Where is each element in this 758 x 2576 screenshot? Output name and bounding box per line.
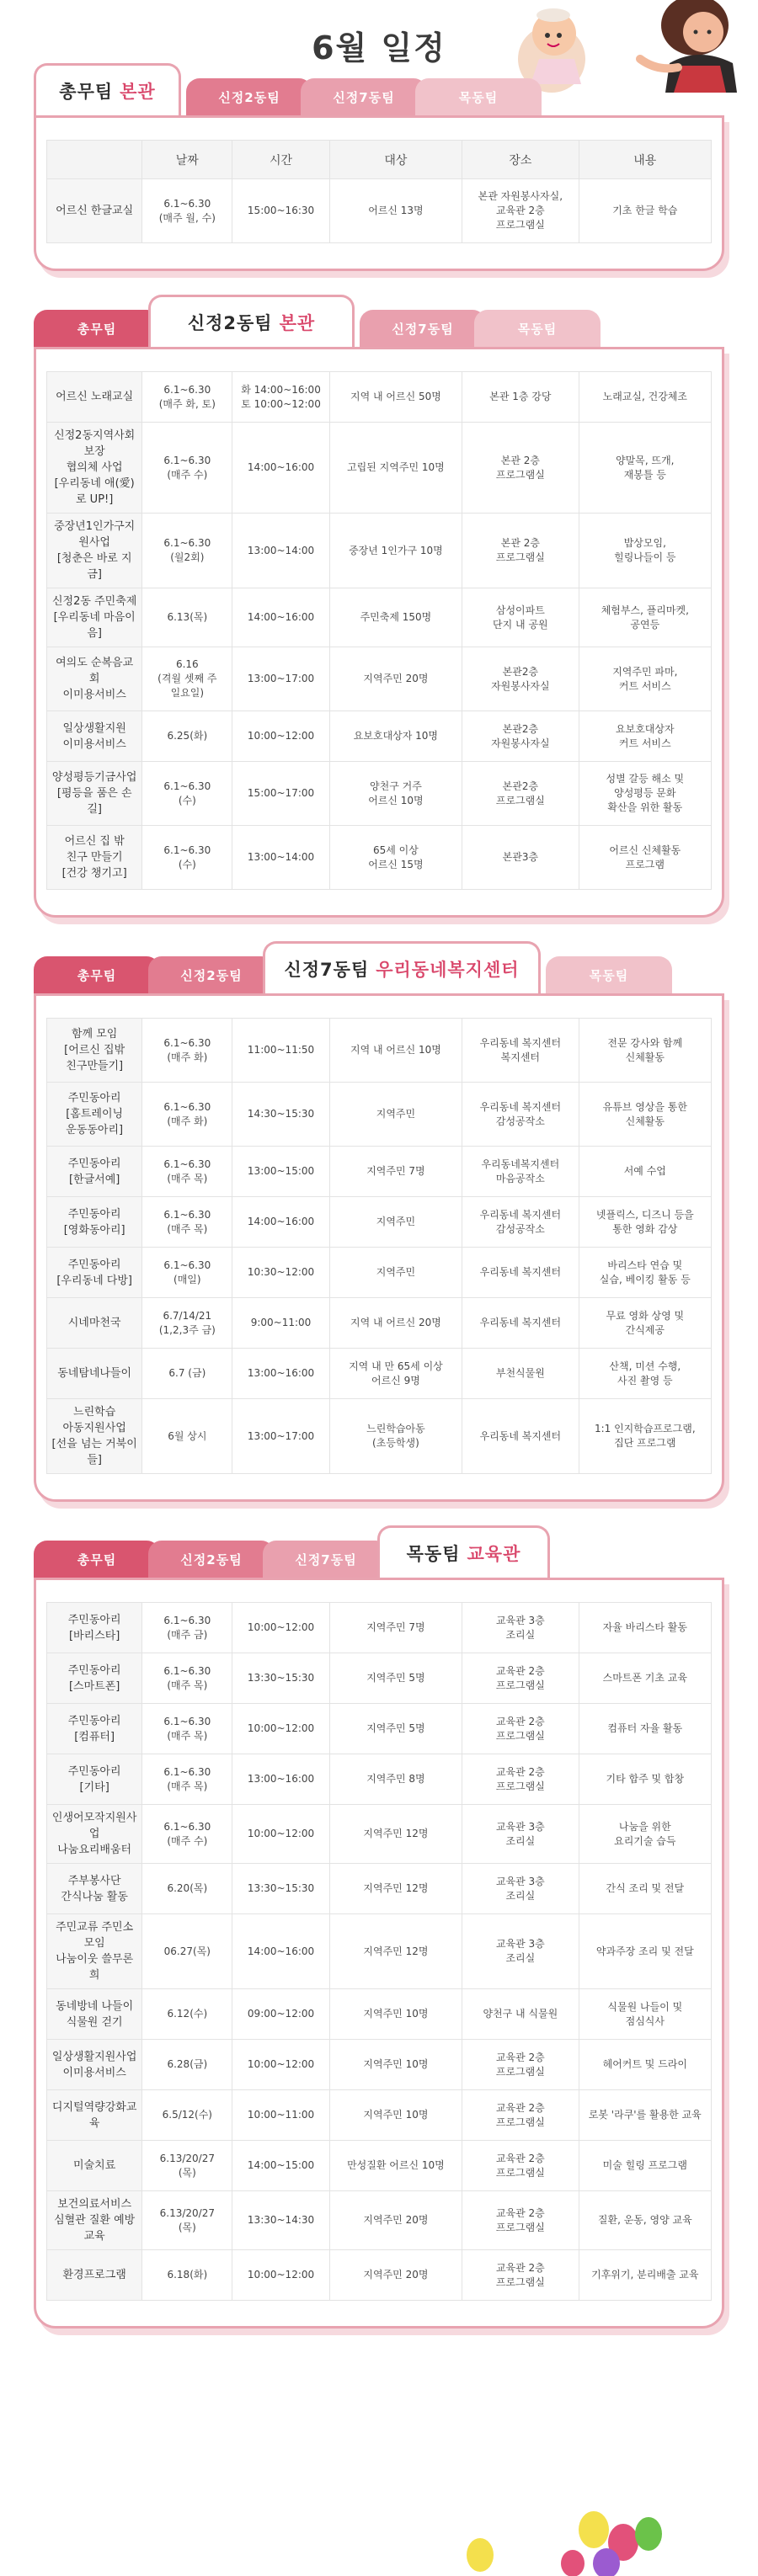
place-cell: 양천구 내 식물원 [462, 1989, 579, 2040]
time-cell: 14:00~15:00 [232, 2141, 329, 2191]
tab-label: 총무팀 [77, 967, 117, 983]
target-cell: 지역주민 20명 [329, 647, 462, 711]
content-cell: 바리스타 연습 및 실습, 베이킹 활동 등 [579, 1248, 711, 1298]
table-row [47, 1147, 712, 1197]
place-cell: 교육관 3층 조리실 [462, 1805, 579, 1864]
content-cell: 헤어커트 및 드라이 [579, 2040, 711, 2090]
tab-목동팀[interactable] [474, 310, 601, 347]
time-cell: 14:00~16:00 [232, 1197, 329, 1248]
team-tabs [34, 295, 724, 347]
place-cell: 부천식물원 [462, 1349, 579, 1399]
place-cell: 본관3층 [462, 826, 579, 890]
team-tabs [34, 63, 724, 115]
content-cell: 무료 영화 상영 및 간식제공 [579, 1298, 711, 1349]
tab-총무팀[interactable] [34, 956, 160, 993]
date-cell: 6.16 (격월 셋째 주 일요일) [142, 647, 232, 711]
target-cell: 중장년 1인가구 10명 [329, 514, 462, 588]
target-cell: 지역 내 만 65세 이상 어르신 9명 [329, 1349, 462, 1399]
time-cell: 15:00~17:00 [232, 762, 329, 826]
tab-신정7동팀[interactable] [301, 78, 427, 115]
date-cell: 6.1~6.30 (매주 목) [142, 1704, 232, 1754]
tab-label: 총무팀 [77, 321, 117, 337]
column-header: 시간 [232, 141, 329, 179]
schedule-table [46, 1602, 712, 2301]
target-cell: 지역주민 12명 [329, 1805, 462, 1864]
time-cell: 13:00~15:00 [232, 1147, 329, 1197]
page-title: 6월 일정 [312, 29, 446, 67]
content-cell: 어르신 신체활동 프로그램 [579, 826, 711, 890]
table-row [47, 514, 712, 588]
tab-label: 목동팀 [517, 321, 558, 337]
place-cell: 우리동네 복지센터 복지센터 [462, 1019, 579, 1083]
time-cell: 10:00~12:00 [232, 1704, 329, 1754]
place-cell: 본관2층 자원봉사자실 [462, 647, 579, 711]
tab-label: 신정7동팀 [295, 1551, 357, 1567]
program-name: 주민동아리 [영화동아리] [47, 1197, 142, 1248]
schedule-table [46, 1018, 712, 1474]
table-row [47, 423, 712, 514]
schedule-section [0, 295, 758, 918]
time-cell: 10:00~12:00 [232, 1603, 329, 1653]
tab-label: 신정7동팀 [284, 959, 370, 980]
target-cell: 지역주민 5명 [329, 1653, 462, 1704]
table-row [47, 2090, 712, 2141]
content-cell: 질환, 운동, 영양 교육 [579, 2191, 711, 2250]
tab-총무팀[interactable] [34, 310, 160, 347]
content-cell: 체험부스, 플리마켓, 공연등 [579, 588, 711, 647]
time-cell: 9:00~11:00 [232, 1298, 329, 1349]
content-cell: 나눔을 위한 요리기술 습득 [579, 1805, 711, 1864]
target-cell: 지역주민 5명 [329, 1704, 462, 1754]
content-cell: 로봇 '라쿠'를 활용한 교육 [579, 2090, 711, 2141]
column-header: 장소 [462, 141, 579, 179]
date-cell: 6.7/14/21 (1,2,3주 금) [142, 1298, 232, 1349]
content-cell: 기후위기, 분리배출 교육 [579, 2250, 711, 2301]
program-name: 일상생활지원 이미용서비스 [47, 711, 142, 762]
target-cell: 요보호대상자 10명 [329, 711, 462, 762]
date-cell: 6.1~6.30 (매주 수) [142, 423, 232, 514]
program-name: 주민교류 주민소모임 나눔이웃 쓸무론희 [47, 1914, 142, 1989]
date-cell: 6.1~6.30 (매일) [142, 1248, 232, 1298]
program-name: 일상생활지원사업 이미용서비스 [47, 2040, 142, 2090]
content-cell: 기타 합주 및 합창 [579, 1754, 711, 1805]
schedule-panel [34, 1578, 724, 2329]
place-cell: 삼성이파트 단지 내 공원 [462, 588, 579, 647]
schedule-table [46, 371, 712, 890]
program-name: 주민동아리 [홈트레이닝 운동동아리] [47, 1083, 142, 1147]
tab-신정7동팀[interactable] [263, 941, 541, 993]
date-cell: 6.1~6.30 (매주 화) [142, 1019, 232, 1083]
target-cell: 지역주민 7명 [329, 1147, 462, 1197]
tab-label: 총무팀 [59, 81, 114, 102]
target-cell: 지역주민 [329, 1248, 462, 1298]
program-name: 환경프로그램 [47, 2250, 142, 2301]
date-cell: 6.1~6.30 (매주 금) [142, 1603, 232, 1653]
program-name: 어르신 한글교실 [47, 179, 142, 243]
table-row [47, 1653, 712, 1704]
content-cell: 기초 한글 학습 [579, 179, 711, 243]
table-row [47, 2040, 712, 2090]
program-name: 어르신 집 밖 친구 만들기 [건강 챙기고] [47, 826, 142, 890]
time-cell: 10:00~12:00 [232, 1805, 329, 1864]
target-cell: 어르신 13명 [329, 179, 462, 243]
table-row [47, 1805, 712, 1864]
balloons-decoration [455, 2504, 674, 2576]
schedule-panel [34, 347, 724, 918]
program-name: 보건의료서비스 심혈관 질환 예방 교육 [47, 2191, 142, 2250]
target-cell: 지역주민 10명 [329, 2040, 462, 2090]
program-name: 동네방네 나들이 식물원 걷기 [47, 1989, 142, 2040]
date-cell: 6.1~6.30 (매주 목) [142, 1653, 232, 1704]
target-cell: 만성질환 어르신 10명 [329, 2141, 462, 2191]
content-cell: 노래교실, 건강체조 [579, 372, 711, 423]
content-cell: 간식 조리 및 전달 [579, 1864, 711, 1914]
content-cell: 넷플릭스, 디즈니 등을 통한 영화 감상 [579, 1197, 711, 1248]
tab-label: 신정2동팀 [187, 312, 273, 333]
place-cell: 우리동네 복지센터 감성공작소 [462, 1197, 579, 1248]
target-cell: 지역 내 어르신 50명 [329, 372, 462, 423]
schedule-table [46, 140, 712, 243]
date-cell: 6.1~6.30 (매주 화, 토) [142, 372, 232, 423]
schedule-panel [34, 993, 724, 1502]
date-cell: 6.5/12(수) [142, 2090, 232, 2141]
content-cell: 서예 수업 [579, 1147, 711, 1197]
time-cell: 10:00~11:00 [232, 2090, 329, 2141]
place-cell: 교육관 2층 프로그램실 [462, 2250, 579, 2301]
program-name: 미술치료 [47, 2141, 142, 2191]
tab-목동팀[interactable] [546, 956, 672, 993]
table-row [47, 2250, 712, 2301]
target-cell: 지역 내 어르신 20명 [329, 1298, 462, 1349]
target-cell: 지역주민 20명 [329, 2250, 462, 2301]
table-row [47, 1298, 712, 1349]
schedule-panel [34, 115, 724, 271]
program-name: 주민동아리 [한글서예] [47, 1147, 142, 1197]
tab-label: 총무팀 [77, 1551, 117, 1567]
target-cell: 지역주민 12명 [329, 1864, 462, 1914]
date-cell: 6.1~6.30 (매주 목) [142, 1754, 232, 1805]
target-cell: 65세 이상 어르신 15명 [329, 826, 462, 890]
program-name: 주부봉사단 간식나눔 활동 [47, 1864, 142, 1914]
active-place-label: 본관 [120, 81, 156, 102]
table-row [47, 1399, 712, 1474]
content-cell: 자율 바리스타 활동 [579, 1603, 711, 1653]
tab-총무팀[interactable] [34, 1541, 160, 1578]
place-cell: 교육관 2층 프로그램실 [462, 1653, 579, 1704]
target-cell: 지역주민 7명 [329, 1603, 462, 1653]
target-cell: 지역주민 10명 [329, 2090, 462, 2141]
table-row [47, 1914, 712, 1989]
time-cell: 13:30~15:30 [232, 1653, 329, 1704]
tab-label: 신정2동팀 [180, 1551, 243, 1567]
table-row [47, 179, 712, 243]
date-cell: 6.1~6.30 (수) [142, 762, 232, 826]
program-name: 주민동아리 [우리동네 다방] [47, 1248, 142, 1298]
table-row [47, 1197, 712, 1248]
target-cell: 지역주민 10명 [329, 1989, 462, 2040]
time-cell: 14:00~16:00 [232, 1914, 329, 1989]
time-cell: 13:00~17:00 [232, 647, 329, 711]
target-cell: 지역주민 [329, 1083, 462, 1147]
active-place-label: 본관 [279, 312, 316, 333]
place-cell: 교육관 3층 조리실 [462, 1864, 579, 1914]
table-row [47, 762, 712, 826]
schedule-section [0, 1525, 758, 2329]
table-row [47, 2141, 712, 2191]
place-cell: 교육관 2층 프로그램실 [462, 1754, 579, 1805]
table-header-row [47, 141, 712, 179]
program-name: 주민동아리 [바리스타] [47, 1603, 142, 1653]
program-name: 주민동아리 [스마트폰] [47, 1653, 142, 1704]
tab-label: 목동팀 [458, 89, 499, 105]
date-cell: 6.20(목) [142, 1864, 232, 1914]
date-cell: 6.7 (금) [142, 1349, 232, 1399]
time-cell: 15:00~16:30 [232, 179, 329, 243]
content-cell: 약과주장 조리 및 전달 [579, 1914, 711, 1989]
program-name: 신정2동 주민축제 [우리동네 마음이음] [47, 588, 142, 647]
tab-신정7동팀[interactable] [263, 1541, 389, 1578]
target-cell: 주민축제 150명 [329, 588, 462, 647]
date-cell: 6.13(목) [142, 588, 232, 647]
time-cell: 13:30~14:30 [232, 2191, 329, 2250]
time-cell: 13:00~17:00 [232, 1399, 329, 1474]
table-row [47, 372, 712, 423]
team-tabs [34, 1525, 724, 1578]
time-cell: 09:00~12:00 [232, 1989, 329, 2040]
column-header: 날짜 [142, 141, 232, 179]
date-cell: 6.1~6.30 (매주 월, 수) [142, 179, 232, 243]
content-cell: 유튜브 영상을 통한 신체활동 [579, 1083, 711, 1147]
tab-신정7동팀[interactable] [360, 310, 486, 347]
time-cell: 10:30~12:00 [232, 1248, 329, 1298]
time-cell: 화 14:00~16:00 토 10:00~12:00 [232, 372, 329, 423]
place-cell: 교육관 2층 프로그램실 [462, 2191, 579, 2250]
program-name: 양성평등기금사업 [평등을 품은 손길] [47, 762, 142, 826]
content-cell: 양말목, 뜨개, 재봉틀 등 [579, 423, 711, 514]
program-name: 시네마천국 [47, 1298, 142, 1349]
tab-label: 신정7동팀 [333, 89, 395, 105]
tab-신정2동팀[interactable] [186, 78, 312, 115]
place-cell: 교육관 2층 프로그램실 [462, 2040, 579, 2090]
table-row [47, 711, 712, 762]
time-cell: 10:00~12:00 [232, 2250, 329, 2301]
program-name: 중장년1인가구지원사업 [청춘은 바로 지금] [47, 514, 142, 588]
program-name: 신정2동지역사회보장 협의체 사업 [우리동네 애(愛)로 UP!] [47, 423, 142, 514]
schedule-section [0, 63, 758, 271]
place-cell: 교육관 2층 프로그램실 [462, 2090, 579, 2141]
target-cell: 지역주민 20명 [329, 2191, 462, 2250]
active-place-label: 우리동네복지센터 [376, 959, 520, 980]
content-cell: 요보호대상자 커트 서비스 [579, 711, 711, 762]
table-row [47, 1989, 712, 2040]
time-cell: 13:00~14:00 [232, 514, 329, 588]
table-row [47, 1019, 712, 1083]
target-cell: 지역 내 어르신 10명 [329, 1019, 462, 1083]
content-cell: 전문 강사와 함께 신체활동 [579, 1019, 711, 1083]
team-tabs [34, 941, 724, 993]
table-row [47, 1349, 712, 1399]
date-cell: 06.27(목) [142, 1914, 232, 1989]
time-cell: 13:30~15:30 [232, 1864, 329, 1914]
date-cell: 6.1~6.30 (월2회) [142, 514, 232, 588]
column-header: 대상 [329, 141, 462, 179]
table-row [47, 588, 712, 647]
date-cell: 6.18(화) [142, 2250, 232, 2301]
program-name: 동네탐네나들이 [47, 1349, 142, 1399]
table-row [47, 1083, 712, 1147]
date-cell: 6.12(수) [142, 1989, 232, 2040]
content-cell: 컴퓨터 자율 활동 [579, 1704, 711, 1754]
program-name: 함께 모임 [어르신 집밖 친구만들기] [47, 1019, 142, 1083]
place-cell: 우리동네 복지센터 [462, 1248, 579, 1298]
date-cell: 6.1~6.30 (매주 목) [142, 1147, 232, 1197]
content-cell: 밥상모임, 힐링나들이 등 [579, 514, 711, 588]
target-cell: 지역주민 8명 [329, 1754, 462, 1805]
tab-label: 신정2동팀 [180, 967, 243, 983]
program-name: 주민동아리 [기타] [47, 1754, 142, 1805]
table-row [47, 2191, 712, 2250]
time-cell: 10:00~12:00 [232, 711, 329, 762]
place-cell: 우리동네 복지센터 [462, 1399, 579, 1474]
place-cell: 교육관 3층 조리실 [462, 1603, 579, 1653]
table-row [47, 1864, 712, 1914]
target-cell: 양천구 거주 어르신 10명 [329, 762, 462, 826]
date-cell: 6.25(화) [142, 711, 232, 762]
content-cell: 성별 갈등 해소 및 양성평등 문화 확산을 위한 활동 [579, 762, 711, 826]
content-cell: 미술 힐링 프로그램 [579, 2141, 711, 2191]
tab-총무팀[interactable] [34, 63, 181, 115]
time-cell: 13:00~16:00 [232, 1349, 329, 1399]
place-cell: 교육관 2층 프로그램실 [462, 2141, 579, 2191]
time-cell: 13:00~16:00 [232, 1754, 329, 1805]
time-cell: 10:00~12:00 [232, 2040, 329, 2090]
program-name: 인생어모작지원사업 나눔요리배움터 [47, 1805, 142, 1864]
program-name: 주민동아리 [컴퓨터] [47, 1704, 142, 1754]
place-cell: 교육관 2층 프로그램실 [462, 1704, 579, 1754]
time-cell: 14:00~16:00 [232, 423, 329, 514]
program-name: 느린학습 아동지원사업 [선을 넘는 거북이들] [47, 1399, 142, 1474]
date-cell: 6월 상시 [142, 1399, 232, 1474]
place-cell: 본관 2층 프로그램실 [462, 423, 579, 514]
tab-목동팀[interactable] [415, 78, 542, 115]
schedule-section [0, 941, 758, 1502]
place-cell: 본관2층 프로그램실 [462, 762, 579, 826]
target-cell: 고립된 지역주민 10명 [329, 423, 462, 514]
program-name: 여의도 순복음교회 이미용서비스 [47, 647, 142, 711]
time-cell: 14:30~15:30 [232, 1083, 329, 1147]
content-cell: 산책, 미션 수행, 사진 촬영 등 [579, 1349, 711, 1399]
time-cell: 11:00~11:50 [232, 1019, 329, 1083]
tab-label: 신정7동팀 [392, 321, 454, 337]
content-cell: 스마트폰 기초 교육 [579, 1653, 711, 1704]
table-row [47, 1603, 712, 1653]
table-row [47, 647, 712, 711]
place-cell: 우리동네복지센터 마음공작소 [462, 1147, 579, 1197]
date-cell: 6.28(금) [142, 2040, 232, 2090]
column-header [47, 141, 142, 179]
place-cell: 우리동네 복지센터 [462, 1298, 579, 1349]
tab-label: 신정2동팀 [218, 89, 280, 105]
place-cell: 본관 1층 강당 [462, 372, 579, 423]
date-cell: 6.1~6.30 (수) [142, 826, 232, 890]
table-row [47, 1704, 712, 1754]
tab-label: 목동팀 [406, 1543, 461, 1564]
target-cell: 지역주민 [329, 1197, 462, 1248]
date-cell: 6.1~6.30 (매주 수) [142, 1805, 232, 1864]
date-cell: 6.13/20/27 (목) [142, 2141, 232, 2191]
date-cell: 6.1~6.30 (매주 목) [142, 1197, 232, 1248]
target-cell: 지역주민 12명 [329, 1914, 462, 1989]
place-cell: 교육관 3층 조리실 [462, 1914, 579, 1989]
table-row [47, 1248, 712, 1298]
place-cell: 본관 2층 프로그램실 [462, 514, 579, 588]
program-name: 디지털역량강화교육 [47, 2090, 142, 2141]
active-place-label: 교육관 [467, 1543, 521, 1564]
content-cell: 식물원 나들이 및 점심식사 [579, 1989, 711, 2040]
date-cell: 6.1~6.30 (매주 화) [142, 1083, 232, 1147]
tab-목동팀[interactable] [377, 1525, 550, 1578]
target-cell: 느린학습아동 (초등학생) [329, 1399, 462, 1474]
tab-신정2동팀[interactable] [148, 956, 275, 993]
place-cell: 본관 자원봉사자실, 교육관 2층 프로그램실 [462, 179, 579, 243]
tab-label: 목동팀 [589, 967, 629, 983]
table-row [47, 826, 712, 890]
place-cell: 본관2층 자원봉사자실 [462, 711, 579, 762]
table-row [47, 1754, 712, 1805]
content-cell: 지역주민 파마, 커트 서비스 [579, 647, 711, 711]
tab-신정2동팀[interactable] [148, 295, 355, 347]
tab-신정2동팀[interactable] [148, 1541, 275, 1578]
program-name: 어르신 노래교실 [47, 372, 142, 423]
date-cell: 6.13/20/27 (목) [142, 2191, 232, 2250]
time-cell: 13:00~14:00 [232, 826, 329, 890]
content-cell: 1:1 인지학습프로그램, 집단 프로그램 [579, 1399, 711, 1474]
place-cell: 우리동네 복지센터 감성공작소 [462, 1083, 579, 1147]
time-cell: 14:00~16:00 [232, 588, 329, 647]
column-header: 내용 [579, 141, 711, 179]
